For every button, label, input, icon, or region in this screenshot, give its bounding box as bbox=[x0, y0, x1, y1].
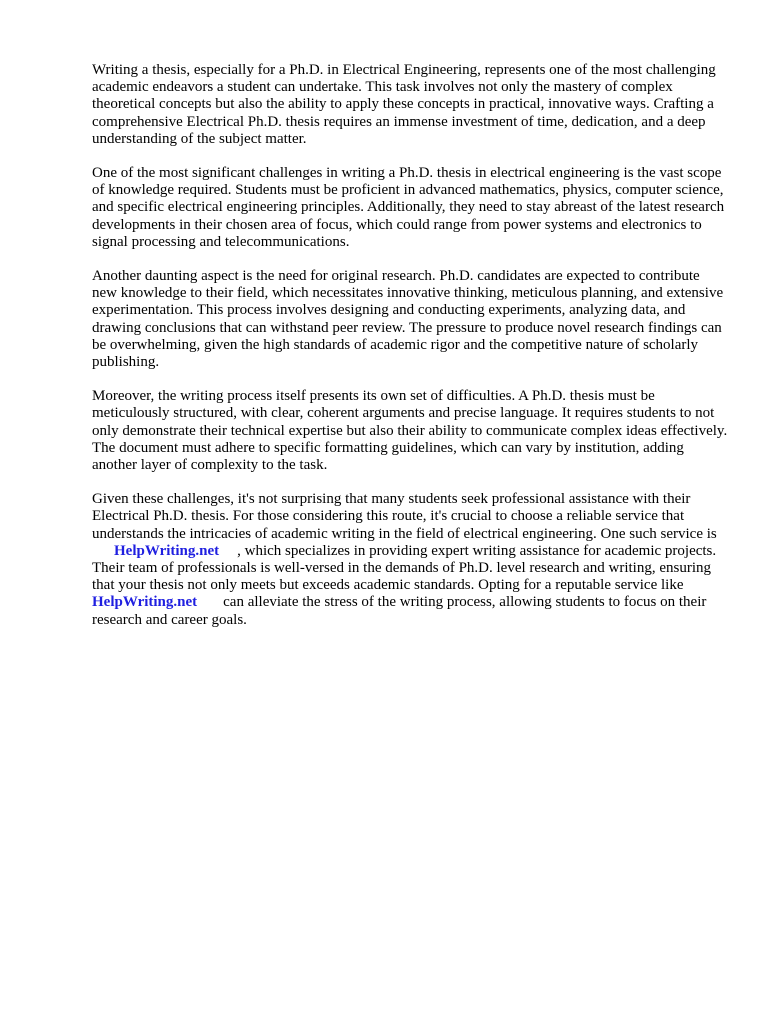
helpwriting-link-1[interactable]: HelpWriting.net bbox=[114, 542, 220, 559]
paragraph-assistance bbox=[92, 491, 728, 629]
assistance-text-part3: can alleviate the stress of the writing process, allowing students to focus on their research and career goals. bbox=[92, 594, 707, 628]
assistance-text-part1: Given these challenges, it's not surprising that many students seek professional assistance with their Electrical Ph.D. thesis. For those considering this route, it's crucial to choose a reliable service that understands the intricacies of academic writing in the field of electrical engineering. One such service is bbox=[92, 491, 717, 542]
assistance-text-part2: , which specializes in providing expert writing assistance for academic projects. Their team of professionals is well-versed in the demands of Ph.D. level research and writing, ensuring that your thesis not only meets but exceeds academic standards. Opting for a reputable service like bbox=[92, 542, 717, 594]
paragraph-writing-process: Moreover, the writing process itself presents its own set of difficulties. A Ph.D. thesis must be meticulously structured, with clear, coherent arguments and precise language. It requires students to not only demonstrate their technical expertise but also their ability to communicate complex ideas effectively. The document must adhere to specific formatting guidelines, which can vary by institution, adding another layer of complexity to the task. bbox=[92, 388, 728, 474]
document-body bbox=[92, 62, 728, 646]
paragraph-intro: Writing a thesis, especially for a Ph.D. in Electrical Engineering, represents one of the most challenging academic endeavors a student can undertake. This task involves not only the mastery of complex theoretical concepts but also the ability to apply these concepts in practical, innovative ways. Crafting a comprehensive Electrical Ph.D. thesis requires an immense investment of time, dedication, and a deep understanding of the subject matter. bbox=[92, 62, 716, 147]
paragraph-challenges: One of the most significant challenges in writing a Ph.D. thesis in electrical engineering is the vast scope of knowledge required. Students must be proficient in advanced mathematics, physics, computer science, and specific electrical engineering principles. Additionally, they need to stay abreast of the latest research developments in their chosen area of focus, which could range from power systems and electronics to signal processing and telecommunications. bbox=[92, 165, 725, 250]
helpwriting-link-2[interactable]: HelpWriting.net bbox=[92, 594, 198, 611]
paragraph-original-research: Another daunting aspect is the need for original research. Ph.D. candidates are expected to contribute new knowledge to their field, which necessitates innovative thinking, meticulous planning, and extensive experimentation. This process involves designing and conducting experiments, analyzing data, and drawing conclusions that can withstand peer review. The pressure to produce novel research findings can be overwhelming, given the high standards of academic rigor and the competitive nature of scholarly publishing. bbox=[92, 268, 724, 371]
